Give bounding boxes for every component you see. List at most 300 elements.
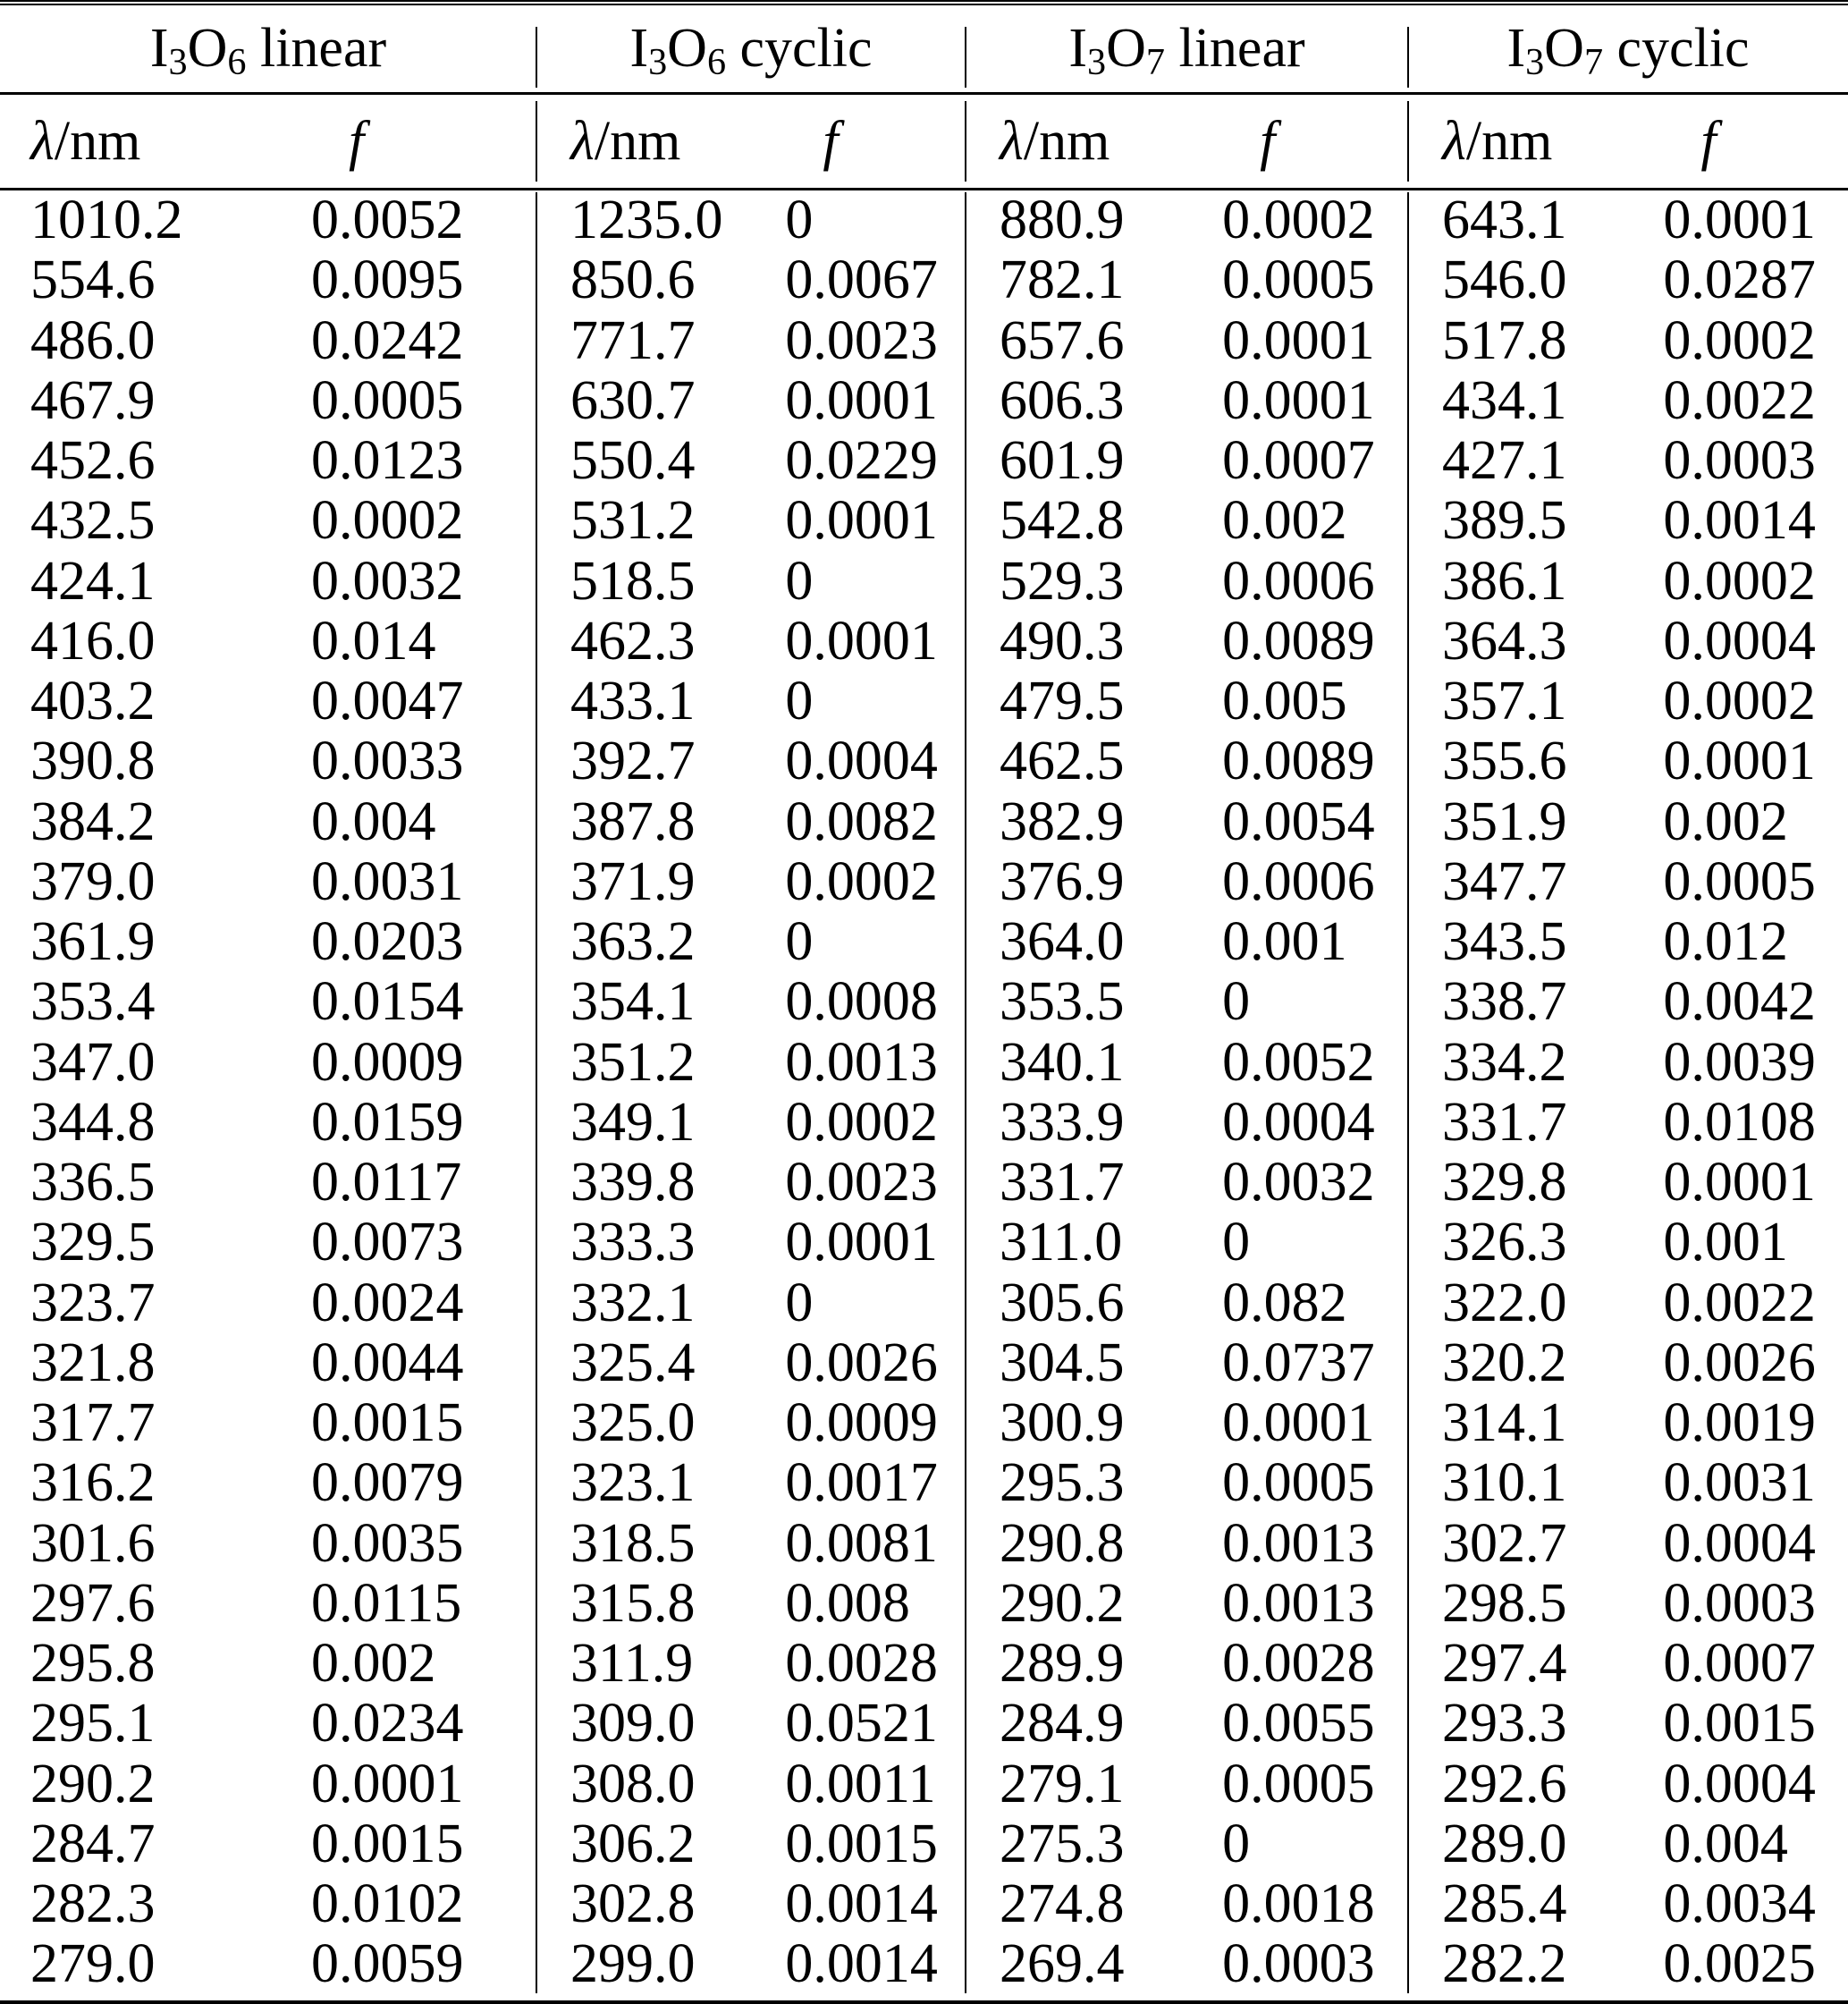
table-row bbox=[536, 1694, 966, 1754]
table-row bbox=[1408, 672, 1848, 731]
oscillator-strength-cell: 0.0011 bbox=[785, 1753, 936, 1814]
column-headers-i3o7-linear bbox=[966, 95, 1408, 188]
oscillator-strength-cell: 0.0014 bbox=[785, 1933, 938, 1995]
table-row bbox=[1408, 371, 1848, 431]
wavelength-unit: /nm bbox=[54, 110, 141, 172]
table-row bbox=[536, 852, 966, 912]
oscillator-strength-cell: 0.0234 bbox=[311, 1693, 464, 1755]
wavelength-cell: 329.5 bbox=[30, 1212, 156, 1273]
wavelength-cell: 322.0 bbox=[1442, 1272, 1567, 1333]
table-row bbox=[536, 371, 966, 431]
oscillator-strength-cell: 0.0031 bbox=[1663, 1452, 1816, 1514]
table-row bbox=[1408, 552, 1848, 612]
oscillator-strength-cell: 0.0089 bbox=[1222, 731, 1375, 792]
table-row bbox=[966, 1814, 1408, 1874]
column-headers-i3o6-linear bbox=[0, 95, 536, 188]
group-header-i3o7-cyclic bbox=[1408, 5, 1848, 92]
oscillator-strength-cell: 0.0123 bbox=[311, 430, 464, 491]
wavelength-cell: 297.4 bbox=[1442, 1633, 1567, 1694]
wavelength-cell: 334.2 bbox=[1442, 1031, 1567, 1093]
column-header-row bbox=[0, 95, 1848, 190]
wavelength-cell: 467.9 bbox=[30, 369, 156, 431]
element-subscript: 3 bbox=[168, 41, 188, 84]
wavelength-cell: 299.0 bbox=[570, 1933, 696, 1995]
table-row bbox=[0, 1874, 536, 1934]
table-row bbox=[0, 552, 536, 612]
wavelength-cell: 329.8 bbox=[1442, 1152, 1567, 1213]
table-row bbox=[1408, 1213, 1848, 1273]
oscillator-strength-cell: 0.0042 bbox=[1663, 971, 1816, 1033]
wavelength-cell: 279.1 bbox=[1000, 1753, 1125, 1814]
phase-label: linear bbox=[1164, 18, 1305, 79]
oscillator-strength-cell: 0.0019 bbox=[1663, 1392, 1816, 1453]
wavelength-cell: 309.0 bbox=[570, 1693, 696, 1755]
wavelength-cell: 336.5 bbox=[30, 1152, 156, 1213]
oscillator-strength-cell: 0.0001 bbox=[785, 610, 938, 672]
wavelength-cell: 351.9 bbox=[1442, 791, 1567, 852]
wavelength-cell: 554.6 bbox=[30, 249, 156, 311]
table-row bbox=[1408, 1934, 1848, 1994]
oscillator-strength-cell: 0.0023 bbox=[785, 309, 938, 371]
oscillator-strength-cell: 0.004 bbox=[311, 791, 436, 852]
wavelength-cell: 424.1 bbox=[30, 550, 156, 612]
oscillator-strength-cell: 0.0052 bbox=[1222, 1031, 1375, 1093]
oscillator-strength-cell: 0.002 bbox=[1222, 490, 1347, 552]
table-row bbox=[966, 1574, 1408, 1634]
wavelength-cell: 389.5 bbox=[1442, 490, 1567, 552]
table-row bbox=[1408, 1755, 1848, 1814]
table-row bbox=[1408, 1453, 1848, 1513]
oscillator-strength-cell: 0.0002 bbox=[311, 490, 464, 552]
table-row bbox=[0, 371, 536, 431]
molecule-formula bbox=[149, 17, 247, 84]
wavelength-cell: 382.9 bbox=[1000, 791, 1125, 852]
element-subscript: 3 bbox=[648, 41, 668, 84]
table-row bbox=[536, 1213, 966, 1273]
table-row bbox=[966, 1333, 1408, 1393]
oscillator-strength-cell: 0.0028 bbox=[785, 1633, 938, 1694]
table-body bbox=[0, 190, 1848, 2000]
wavelength-cell: 284.9 bbox=[1000, 1693, 1125, 1755]
wavelength-cell: 452.6 bbox=[30, 430, 156, 491]
wavelength-cell: 371.9 bbox=[570, 850, 696, 912]
oscillator-strength-cell: 0.0079 bbox=[311, 1452, 464, 1514]
wavelength-cell: 302.8 bbox=[570, 1873, 696, 1934]
oscillator-strength-cell: 0.0004 bbox=[1222, 1091, 1375, 1153]
oscillator-strength-cell: 0.0073 bbox=[311, 1212, 464, 1273]
table-row bbox=[966, 672, 1408, 731]
wavelength-cell: 353.5 bbox=[1000, 971, 1125, 1033]
wavelength-column-header bbox=[0, 110, 311, 173]
table-row bbox=[1408, 1273, 1848, 1333]
table-row bbox=[1408, 1393, 1848, 1453]
lambda-symbol: λ bbox=[1000, 110, 1024, 172]
oscillator-strength-cell: 0.0521 bbox=[785, 1693, 938, 1755]
table-row bbox=[1408, 912, 1848, 972]
oscillator-strength-cell: 0.0082 bbox=[785, 791, 938, 852]
wavelength-cell: 351.2 bbox=[570, 1031, 696, 1093]
table-row bbox=[536, 1934, 966, 1994]
group-header-i3o6-cyclic bbox=[536, 5, 966, 92]
wavelength-cell: 311.0 bbox=[1000, 1212, 1123, 1273]
table-row bbox=[0, 972, 536, 1032]
table-row bbox=[966, 1273, 1408, 1333]
table-row bbox=[536, 431, 966, 491]
oscillator-strength-cell: 0.0242 bbox=[311, 309, 464, 371]
oscillator-strength-cell: 0.0001 bbox=[785, 490, 938, 552]
wavelength-cell: 529.3 bbox=[1000, 550, 1125, 612]
oscillator-strength-cell: 0.0013 bbox=[1222, 1572, 1375, 1634]
oscillator-strength-cell: 0.0009 bbox=[311, 1031, 464, 1093]
oscillator-strength-cell: 0.0004 bbox=[1663, 1512, 1816, 1574]
oscillator-strength-cell: 0.0089 bbox=[1222, 610, 1375, 672]
wavelength-cell: 434.1 bbox=[1442, 369, 1567, 431]
wavelength-cell: 657.6 bbox=[1000, 309, 1125, 371]
wavelength-cell: 771.7 bbox=[570, 309, 696, 371]
oscillator-strength-cell: 0.014 bbox=[311, 610, 436, 672]
oscillator-strength-cell: 0.0014 bbox=[785, 1873, 938, 1934]
oscillator-strength-cell: 0.0002 bbox=[785, 850, 938, 912]
oscillator-strength-column-header: f bbox=[823, 110, 839, 172]
wavelength-cell: 300.9 bbox=[1000, 1392, 1125, 1453]
table-row bbox=[0, 1033, 536, 1093]
table-row bbox=[0, 250, 536, 310]
oscillator-strength-cell: 0.0014 bbox=[1663, 490, 1816, 552]
wavelength-cell: 361.9 bbox=[30, 911, 156, 972]
table-row bbox=[966, 190, 1408, 250]
element-symbol: O bbox=[1106, 18, 1146, 79]
oscillator-strength-cell: 0.0737 bbox=[1222, 1332, 1375, 1393]
oscillator-strength-cell: 0.0032 bbox=[311, 550, 464, 612]
oscillator-strength-cell: 0.0001 bbox=[1222, 369, 1375, 431]
wavelength-cell: 376.9 bbox=[1000, 850, 1125, 912]
wavelength-cell: 333.9 bbox=[1000, 1091, 1125, 1153]
wavelength-cell: 344.8 bbox=[30, 1091, 156, 1153]
oscillator-strength-cell: 0.0117 bbox=[311, 1152, 462, 1213]
wavelength-cell: 630.7 bbox=[570, 369, 696, 431]
table-row bbox=[966, 1033, 1408, 1093]
wavelength-cell: 357.1 bbox=[1442, 671, 1567, 731]
oscillator-strength-cell: 0.0004 bbox=[785, 731, 938, 792]
oscillator-strength-column-header: f bbox=[1260, 110, 1276, 172]
wavelength-column-header bbox=[1408, 110, 1663, 173]
molecule-formula bbox=[1506, 17, 1604, 84]
oscillator-strength-cell: 0.0287 bbox=[1663, 249, 1816, 311]
table-row bbox=[966, 1514, 1408, 1574]
wavelength-cell: 347.7 bbox=[1442, 850, 1567, 912]
oscillator-strength-cell: 0.0001 bbox=[785, 369, 938, 431]
oscillator-strength-cell: 0.0015 bbox=[311, 1813, 464, 1874]
oscillator-strength-cell: 0.0032 bbox=[1222, 1152, 1375, 1213]
table-row bbox=[1408, 1574, 1848, 1634]
oscillator-strength-cell: 0.001 bbox=[1663, 1212, 1788, 1273]
table-row bbox=[536, 190, 966, 250]
oscillator-strength-cell: 0.0007 bbox=[1222, 430, 1375, 491]
table-row bbox=[966, 1634, 1408, 1694]
table-row bbox=[1408, 612, 1848, 672]
wavelength-cell: 333.3 bbox=[570, 1212, 696, 1273]
table-row bbox=[0, 1514, 536, 1574]
wavelength-cell: 289.0 bbox=[1442, 1813, 1567, 1874]
table-row bbox=[966, 612, 1408, 672]
element-symbol: I bbox=[1506, 18, 1526, 79]
wavelength-cell: 384.2 bbox=[30, 791, 156, 852]
table-row bbox=[0, 1153, 536, 1213]
wavelength-cell: 306.2 bbox=[570, 1813, 696, 1874]
table-row bbox=[966, 1093, 1408, 1153]
table-row bbox=[1408, 431, 1848, 491]
data-column-i3o7-cyclic bbox=[1408, 190, 1848, 2000]
wavelength-cell: 290.8 bbox=[1000, 1512, 1125, 1574]
oscillator-strength-cell: 0.0035 bbox=[311, 1512, 464, 1574]
wavelength-cell: 546.0 bbox=[1442, 249, 1567, 311]
wavelength-cell: 364.0 bbox=[1000, 911, 1125, 972]
table-row bbox=[536, 1874, 966, 1934]
wavelength-cell: 340.1 bbox=[1000, 1031, 1125, 1093]
element-symbol: I bbox=[629, 18, 649, 79]
oscillator-strength-cell: 0.0001 bbox=[1222, 1392, 1375, 1453]
table-row bbox=[0, 431, 536, 491]
wavelength-cell: 326.3 bbox=[1442, 1212, 1567, 1273]
table-row bbox=[0, 1333, 536, 1393]
table-row bbox=[966, 1694, 1408, 1754]
data-column-i3o6-linear bbox=[0, 190, 536, 2000]
table-row bbox=[536, 1755, 966, 1814]
table-row bbox=[966, 1153, 1408, 1213]
wavelength-cell: 284.7 bbox=[30, 1813, 156, 1874]
oscillator-strength-cell: 0.0026 bbox=[1663, 1332, 1816, 1393]
wavelength-column-header bbox=[536, 110, 785, 173]
oscillator-strength-cell: 0.004 bbox=[1663, 1813, 1788, 1874]
wavelength-unit: /nm bbox=[1465, 110, 1553, 172]
table-row bbox=[1408, 1514, 1848, 1574]
table-row bbox=[0, 311, 536, 371]
table-row bbox=[536, 1634, 966, 1694]
wavelength-cell: 462.5 bbox=[1000, 731, 1125, 792]
oscillator-strength-cell: 0.002 bbox=[311, 1633, 436, 1694]
wavelength-cell: 782.1 bbox=[1000, 249, 1125, 311]
wavelength-cell: 310.1 bbox=[1442, 1452, 1567, 1514]
table-row bbox=[536, 311, 966, 371]
table-row bbox=[1408, 1634, 1848, 1694]
oscillator-strength-cell: 0.0067 bbox=[785, 249, 938, 311]
table-row bbox=[1408, 1033, 1848, 1093]
oscillator-strength-cell: 0.0115 bbox=[311, 1572, 462, 1634]
table-row bbox=[966, 792, 1408, 852]
wavelength-cell: 850.6 bbox=[570, 249, 696, 311]
wavelength-cell: 403.2 bbox=[30, 671, 156, 731]
table-row bbox=[0, 1453, 536, 1513]
group-header-i3o6-linear bbox=[0, 5, 536, 92]
oscillator-strength-cell: 0.0015 bbox=[311, 1392, 464, 1453]
wavelength-unit: /nm bbox=[594, 110, 681, 172]
oscillator-strength-cell: 0.0025 bbox=[1663, 1933, 1816, 1995]
table-row bbox=[1408, 491, 1848, 551]
table-row bbox=[0, 1213, 536, 1273]
oscillator-strength-cell: 0.0002 bbox=[1663, 309, 1816, 371]
oscillator-strength-cell: 0.0001 bbox=[1222, 309, 1375, 371]
oscillator-strength-cell: 0.0001 bbox=[1663, 190, 1816, 250]
wavelength-cell: 432.5 bbox=[30, 490, 156, 552]
table-row bbox=[0, 1814, 536, 1874]
oscillator-strength-cell: 0.0002 bbox=[1663, 671, 1816, 731]
wavelength-cell: 292.6 bbox=[1442, 1753, 1567, 1814]
wavelength-cell: 542.8 bbox=[1000, 490, 1125, 552]
oscillator-strength-cell: 0.0013 bbox=[785, 1031, 938, 1093]
oscillator-strength-cell: 0.0006 bbox=[1222, 550, 1375, 612]
table-row bbox=[0, 1934, 536, 1994]
table-row bbox=[536, 1153, 966, 1213]
wavelength-cell: 343.5 bbox=[1442, 911, 1567, 972]
element-symbol: O bbox=[1544, 18, 1584, 79]
oscillator-strength-cell: 0.0001 bbox=[311, 1753, 464, 1814]
wavelength-cell: 490.3 bbox=[1000, 610, 1125, 672]
wavelength-cell: 601.9 bbox=[1000, 430, 1125, 491]
wavelength-cell: 275.3 bbox=[1000, 1813, 1125, 1874]
table-row bbox=[536, 1574, 966, 1634]
wavelength-cell: 297.6 bbox=[30, 1572, 156, 1634]
oscillator-strength-cell: 0.0003 bbox=[1222, 1933, 1375, 1995]
table-row bbox=[0, 1093, 536, 1153]
oscillator-strength-cell: 0.0008 bbox=[785, 971, 938, 1033]
oscillator-strength-cell: 0.0018 bbox=[1222, 1873, 1375, 1934]
table-row bbox=[1408, 1093, 1848, 1153]
oscillator-strength-cell: 0.0022 bbox=[1663, 369, 1816, 431]
table-row bbox=[0, 792, 536, 852]
oscillator-strength-column-header: f bbox=[349, 110, 365, 172]
oscillator-strength-cell: 0.0031 bbox=[311, 850, 464, 912]
phase-label: linear bbox=[246, 18, 387, 79]
wavelength-cell: 349.1 bbox=[570, 1091, 696, 1153]
wavelength-cell: 314.1 bbox=[1442, 1392, 1567, 1453]
oscillator-strength-cell: 0.0095 bbox=[311, 249, 464, 311]
oscillator-strength-cell: 0.0154 bbox=[311, 971, 464, 1033]
wavelength-cell: 290.2 bbox=[30, 1753, 156, 1814]
wavelength-cell: 1010.2 bbox=[30, 190, 183, 250]
table-row bbox=[536, 552, 966, 612]
oscillator-strength-cell: 0.0017 bbox=[785, 1452, 938, 1514]
wavelength-cell: 479.5 bbox=[1000, 671, 1125, 731]
wavelength-cell: 386.1 bbox=[1442, 550, 1567, 612]
column-headers-i3o7-cyclic bbox=[1408, 95, 1848, 188]
oscillator-strength-cell: 0.0003 bbox=[1663, 430, 1816, 491]
oscillator-strength-cell: 0.0015 bbox=[785, 1813, 938, 1874]
wavelength-cell: 305.6 bbox=[1000, 1272, 1125, 1333]
element-symbol: O bbox=[187, 18, 228, 79]
table-row bbox=[0, 672, 536, 731]
oscillator-strength-cell: 0.0006 bbox=[1222, 850, 1375, 912]
element-symbol: I bbox=[1068, 18, 1088, 79]
oscillator-strength-cell: 0.0059 bbox=[311, 1933, 464, 1995]
phase-label: cyclic bbox=[1603, 18, 1750, 79]
group-header-i3o7-linear bbox=[966, 5, 1408, 92]
wavelength-cell: 517.8 bbox=[1442, 309, 1567, 371]
table-row bbox=[966, 1393, 1408, 1453]
wavelength-cell: 308.0 bbox=[570, 1753, 696, 1814]
table-row bbox=[1408, 1694, 1848, 1754]
wavelength-cell: 531.2 bbox=[570, 490, 696, 552]
oscillator-strength-cell: 0 bbox=[785, 190, 814, 250]
wavelength-cell: 315.8 bbox=[570, 1572, 696, 1634]
oscillator-strength-cell: 0.0028 bbox=[1222, 1633, 1375, 1694]
table-row bbox=[536, 672, 966, 731]
wavelength-cell: 379.0 bbox=[30, 850, 156, 912]
table-row bbox=[966, 1453, 1408, 1513]
element-subscript: 6 bbox=[227, 41, 247, 84]
oscillator-strength-cell: 0.0044 bbox=[311, 1332, 464, 1393]
wavelength-cell: 298.5 bbox=[1442, 1572, 1567, 1634]
table-row bbox=[536, 912, 966, 972]
oscillator-strength-cell: 0.012 bbox=[1663, 911, 1788, 972]
table-row bbox=[966, 731, 1408, 791]
element-subscript: 6 bbox=[706, 41, 727, 84]
table-row bbox=[536, 1814, 966, 1874]
wavelength-cell: 282.3 bbox=[30, 1873, 156, 1934]
oscillator-strength-cell: 0.0009 bbox=[785, 1392, 938, 1453]
table-row bbox=[966, 852, 1408, 912]
wavelength-cell: 643.1 bbox=[1442, 190, 1567, 250]
wavelength-cell: 354.1 bbox=[570, 971, 696, 1033]
table-row bbox=[1408, 311, 1848, 371]
wavelength-cell: 364.3 bbox=[1442, 610, 1567, 672]
table-row bbox=[536, 1393, 966, 1453]
wavelength-cell: 325.4 bbox=[570, 1332, 696, 1393]
table-row bbox=[1408, 1874, 1848, 1934]
table-row bbox=[1408, 852, 1848, 912]
table-row bbox=[0, 912, 536, 972]
oscillator-strength-cell: 0 bbox=[1222, 1212, 1251, 1273]
oscillator-strength-cell: 0.0003 bbox=[1663, 1572, 1816, 1634]
oscillator-strength-cell: 0.0015 bbox=[1663, 1693, 1816, 1755]
oscillator-strength-cell: 0.082 bbox=[1222, 1272, 1347, 1333]
oscillator-strength-cell: 0.0001 bbox=[1663, 731, 1816, 792]
wavelength-cell: 353.4 bbox=[30, 971, 156, 1033]
wavelength-cell: 427.1 bbox=[1442, 430, 1567, 491]
wavelength-cell: 302.7 bbox=[1442, 1512, 1567, 1574]
molecule-formula bbox=[629, 17, 727, 84]
wavelength-cell: 269.4 bbox=[1000, 1933, 1125, 1995]
oscillator-strength-cell: 0.0047 bbox=[311, 671, 464, 731]
oscillator-strength-cell: 0.001 bbox=[1222, 911, 1347, 972]
oscillator-strength-cell: 0 bbox=[1222, 971, 1251, 1033]
table-row bbox=[536, 250, 966, 310]
table-row bbox=[536, 731, 966, 791]
oscillator-strength-cell: 0.0052 bbox=[311, 190, 464, 250]
wavelength-cell: 550.4 bbox=[570, 430, 696, 491]
wavelength-cell: 323.1 bbox=[570, 1452, 696, 1514]
oscillator-strength-cell: 0.0005 bbox=[1222, 1753, 1375, 1814]
wavelength-cell: 282.2 bbox=[1442, 1933, 1567, 1995]
oscillator-strength-cell: 0 bbox=[785, 1272, 814, 1333]
wavelength-cell: 332.1 bbox=[570, 1272, 696, 1333]
wavelength-cell: 390.8 bbox=[30, 731, 156, 792]
wavelength-column-header bbox=[966, 110, 1222, 173]
table-row bbox=[0, 1634, 536, 1694]
wavelength-cell: 606.3 bbox=[1000, 369, 1125, 431]
lambda-symbol: λ bbox=[1442, 110, 1466, 172]
table-row bbox=[536, 1453, 966, 1513]
table-row bbox=[966, 1874, 1408, 1934]
oscillator-strength-cell: 0.002 bbox=[1663, 791, 1788, 852]
oscillator-strength-cell: 0.0005 bbox=[1222, 1452, 1375, 1514]
element-subscript: 7 bbox=[1583, 41, 1604, 84]
wavelength-cell: 304.5 bbox=[1000, 1332, 1125, 1393]
table-row bbox=[0, 1273, 536, 1333]
wavelength-cell: 290.2 bbox=[1000, 1572, 1125, 1634]
wavelength-cell: 325.0 bbox=[570, 1392, 696, 1453]
oscillator-strength-cell: 0.008 bbox=[785, 1572, 910, 1634]
column-headers-i3o6-cyclic bbox=[536, 95, 966, 188]
